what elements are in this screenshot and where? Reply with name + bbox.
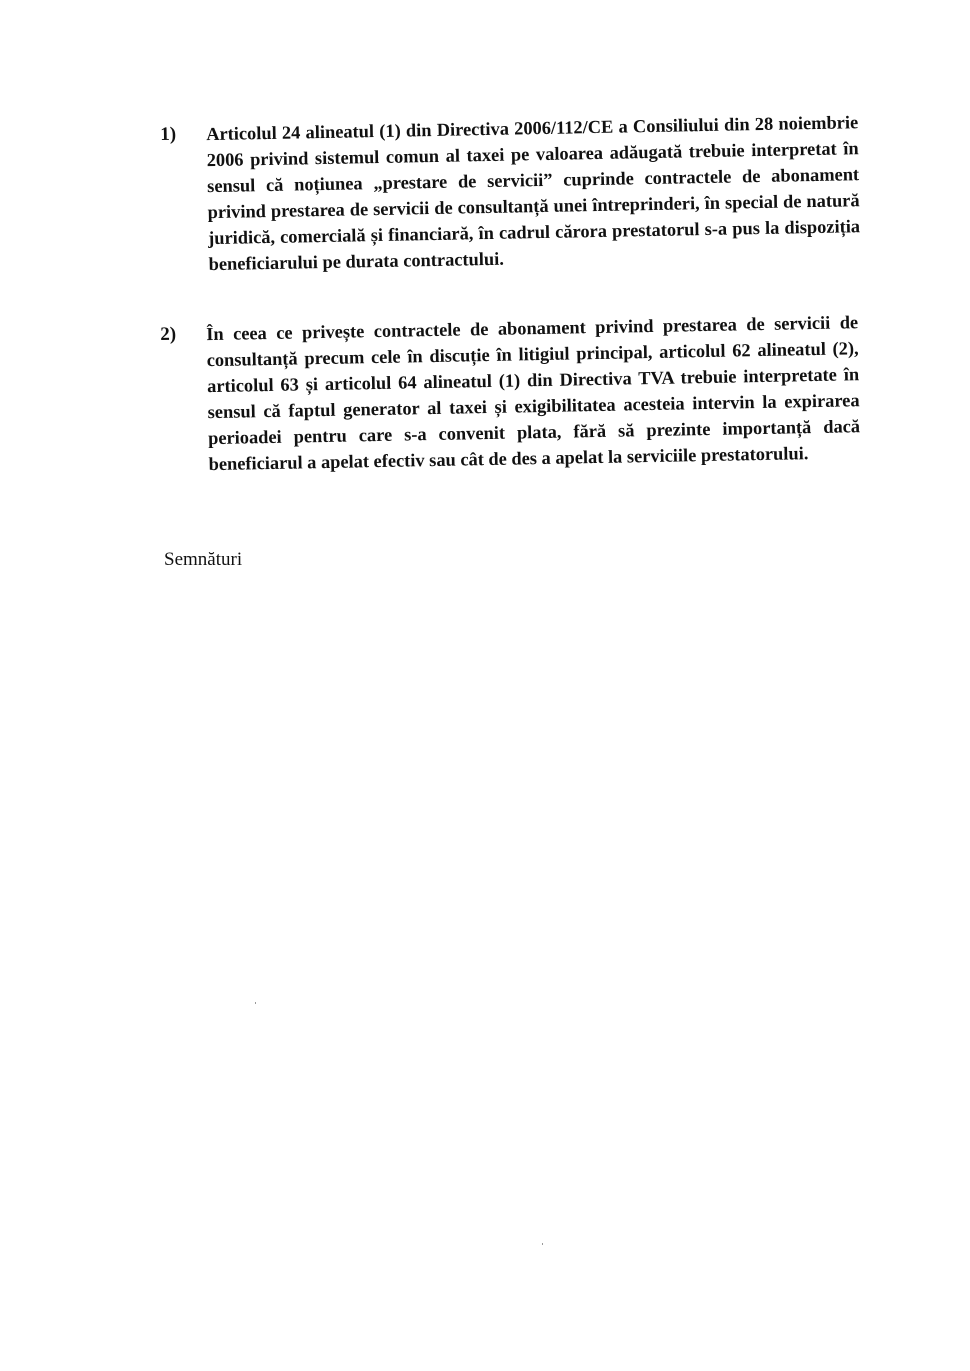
ruling-item-2	[0, 307, 970, 475]
scan-speck	[542, 1243, 543, 1245]
ruling-item-1	[0, 107, 970, 275]
scan-speck	[255, 1002, 256, 1004]
item-text: Articolul 24 alineatul (1) din Directiva 2006/112/CE a Consiliului din 28 noiembrie 2006 privind sistemul comun al taxei pe valoarea adăugată trebuie interpretat în sensul că noțiunea „prestare de servicii” cuprinde contractele de abonament privind prestarea de servicii de consultanță unei întreprinderi, în special de natură juridică, comercială și financiară, în cadrul cărora prestatorul s-a pus la dispoziția beneficiarului pe durata contractului.	[206, 112, 861, 275]
signatures-label: Semnături	[164, 549, 243, 570]
item-text: În ceea ce privește contractele de abonament privind prestarea de servicii de consultanță precum cele în discuție în litigiul principal, articolul 62 alineatul (2), articolul 63 și articolul 64 alineatul (1) din Directiva TVA trebuie interpretate în sensul că faptul generator al taxei și exigibilitatea acesteia intervin la expirarea perioadei pentru care s-a convenit plata, fără să prezinte importanță dacă beneficiarul a apelat efectiv sau cât de des a apelat la serviciile prestatorului.	[206, 312, 861, 475]
item-number: 2)	[160, 323, 177, 345]
item-number: 1)	[160, 123, 177, 145]
